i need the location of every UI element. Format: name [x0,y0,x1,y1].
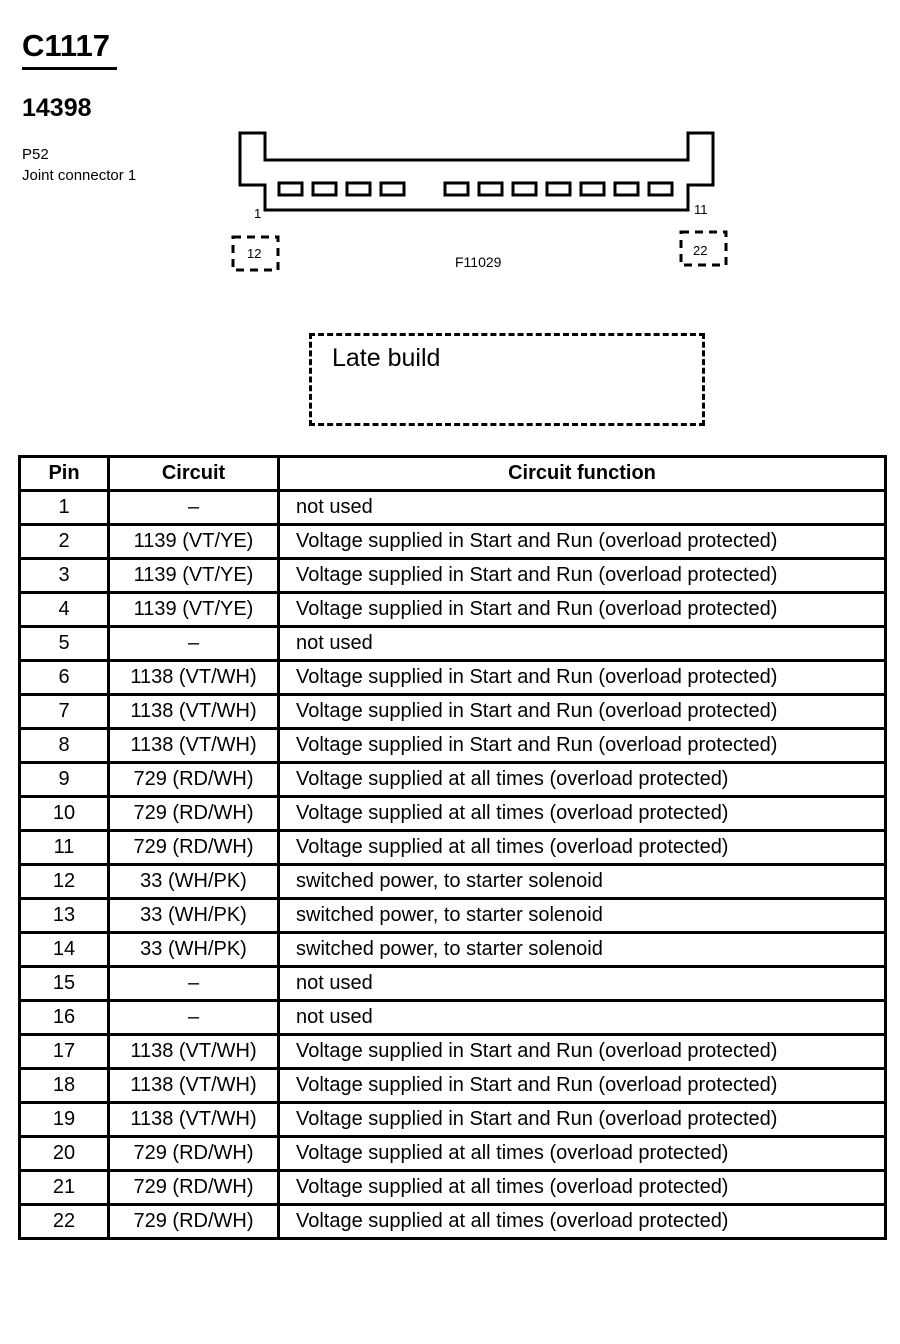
table-header-row [20,457,886,491]
circuit-function-cell: Voltage supplied at all times (overload protected) [279,1171,886,1205]
table-row [20,559,886,593]
pin-cell: 12 [20,865,109,899]
part-number: 14398 [22,94,92,122]
circuit-cell: 729 (RD/WH) [109,797,279,831]
pin-cell: 6 [20,661,109,695]
connector-id-title: C1117 [22,28,110,63]
circuit-function-cell: Voltage supplied in Start and Run (overload protected) [279,525,886,559]
table-row [20,899,886,933]
pin-cell: 8 [20,729,109,763]
table-row [20,797,886,831]
pin-cell: 10 [20,797,109,831]
circuit-cell: 1138 (VT/WH) [109,661,279,695]
circuit-cell: 729 (RD/WH) [109,763,279,797]
circuit-cell: 1138 (VT/WH) [109,1035,279,1069]
cavity [381,183,404,195]
table-row [20,763,886,797]
cavity [479,183,502,195]
pin-cell: 1 [20,491,109,525]
circuit-cell: – [109,967,279,1001]
circuit-cell: 33 (WH/PK) [109,865,279,899]
circuit-cell: 1139 (VT/YE) [109,559,279,593]
circuit-function-cell: Voltage supplied at all times (overload protected) [279,797,886,831]
table-row [20,1069,886,1103]
pin-cell: 3 [20,559,109,593]
table-row [20,661,886,695]
circuit-function-cell: Voltage supplied at all times (overload protected) [279,1137,886,1171]
cavity [313,183,336,195]
table-row [20,491,886,525]
table-row [20,1137,886,1171]
pin-cell: 2 [20,525,109,559]
pin-cell: 4 [20,593,109,627]
table-row [20,1035,886,1069]
circuit-function-cell: Voltage supplied in Start and Run (overload protected) [279,729,886,763]
circuit-cell: – [109,627,279,661]
pin-cell: 19 [20,1103,109,1137]
circuit-cell: 729 (RD/WH) [109,1171,279,1205]
pin-cell: 9 [20,763,109,797]
table-row [20,1171,886,1205]
figure-code: F11029 [455,254,502,270]
circuit-cell: 1138 (VT/WH) [109,729,279,763]
circuit-function-cell: not used [279,1001,886,1035]
cavity [513,183,536,195]
circuit-cell: – [109,491,279,525]
late-build-box [309,333,705,426]
pin-table [18,455,887,1240]
table-row [20,831,886,865]
pin-cell: 14 [20,933,109,967]
circuit-cell: 729 (RD/WH) [109,1137,279,1171]
circuit-cell: – [109,1001,279,1035]
pin-cell: 11 [20,831,109,865]
circuit-function-cell: Voltage supplied at all times (overload protected) [279,831,886,865]
pin-label-12: 12 [247,246,262,261]
circuit-function-cell: switched power, to starter solenoid [279,899,886,933]
table-row [20,865,886,899]
circuit-cell: 1138 (VT/WH) [109,695,279,729]
pin-cell: 18 [20,1069,109,1103]
circuit-cell: 33 (WH/PK) [109,899,279,933]
circuit-function-cell: Voltage supplied in Start and Run (overload protected) [279,695,886,729]
connector-housing-outline [240,133,713,210]
pin-label-1: 1 [254,206,262,221]
late-build-label: Late build [332,344,441,372]
cavity [347,183,370,195]
cavity [279,183,302,195]
cavity [581,183,604,195]
circuit-function-cell: not used [279,491,886,525]
cavity [445,183,468,195]
table-row [20,627,886,661]
circuit-cell: 1138 (VT/WH) [109,1103,279,1137]
circuit-function-cell: Voltage supplied in Start and Run (overload protected) [279,1069,886,1103]
table-row [20,1001,886,1035]
header-circuit: Circuit [109,457,279,491]
pin-cell: 7 [20,695,109,729]
table-row [20,729,886,763]
circuit-function-cell: Voltage supplied in Start and Run (overload protected) [279,559,886,593]
table-row [20,525,886,559]
pin-cell: 22 [20,1205,109,1239]
table-row [20,967,886,1001]
location-code: P52 [22,146,49,163]
circuit-function-cell: Voltage supplied in Start and Run (overload protected) [279,593,886,627]
circuit-function-cell: not used [279,627,886,661]
circuit-cell: 1138 (VT/WH) [109,1069,279,1103]
circuit-function-cell: Voltage supplied in Start and Run (overload protected) [279,1035,886,1069]
circuit-function-cell: Voltage supplied in Start and Run (overload protected) [279,661,886,695]
location-description: Joint connector 1 [22,167,137,184]
connector-face-diagram [0,0,900,300]
circuit-function-cell: switched power, to starter solenoid [279,933,886,967]
circuit-cell: 729 (RD/WH) [109,831,279,865]
pin-cell: 20 [20,1137,109,1171]
circuit-cell: 33 (WH/PK) [109,933,279,967]
pin-label-11: 11 [694,202,708,217]
table-row [20,1103,886,1137]
circuit-function-cell: switched power, to starter solenoid [279,865,886,899]
pin-cell: 21 [20,1171,109,1205]
cavity [649,183,672,195]
circuit-function-cell: Voltage supplied at all times (overload protected) [279,1205,886,1239]
circuit-function-cell: not used [279,967,886,1001]
cavity [547,183,570,195]
circuit-cell: 1139 (VT/YE) [109,593,279,627]
pin-cell: 17 [20,1035,109,1069]
pin-cell: 16 [20,1001,109,1035]
header-pin: Pin [20,457,109,491]
table-row [20,593,886,627]
table-row [20,1205,886,1239]
pin-cell: 15 [20,967,109,1001]
table-row [20,933,886,967]
pin-cell: 13 [20,899,109,933]
pin-label-22: 22 [693,243,708,258]
circuit-function-cell: Voltage supplied at all times (overload protected) [279,763,886,797]
cavity-row [279,183,672,195]
circuit-cell: 1139 (VT/YE) [109,525,279,559]
circuit-cell: 729 (RD/WH) [109,1205,279,1239]
table-row [20,695,886,729]
header-circuit-function: Circuit function [279,457,886,491]
pin-cell: 5 [20,627,109,661]
cavity [615,183,638,195]
circuit-function-cell: Voltage supplied in Start and Run (overload protected) [279,1103,886,1137]
